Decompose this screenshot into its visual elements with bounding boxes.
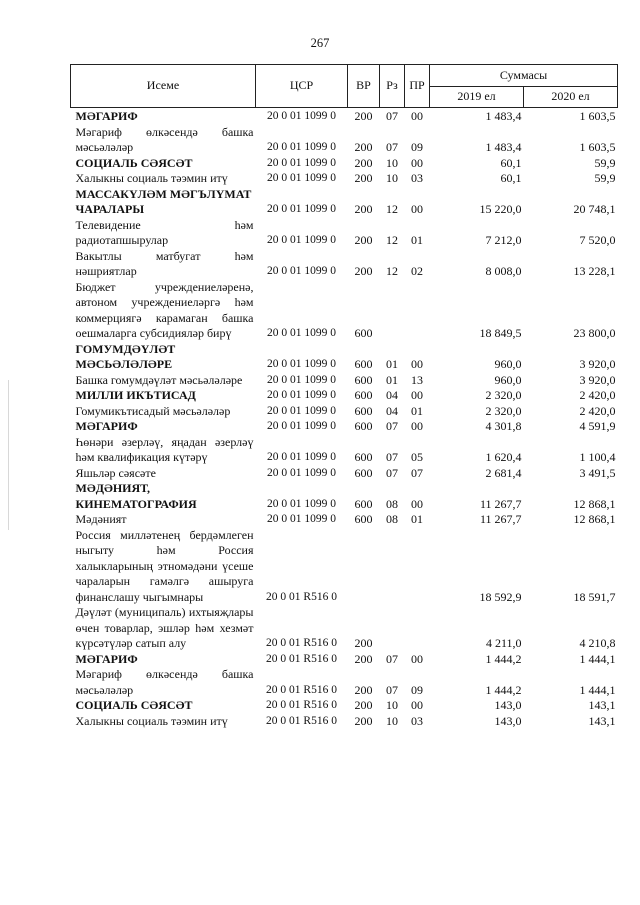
cell-y2020: 1 603,5: [579, 140, 616, 154]
cell-rz: 07: [386, 450, 398, 464]
cell-pr: 00: [411, 419, 423, 433]
cell-y2020: 143,1: [588, 713, 616, 728]
cell-pr: 02: [411, 264, 423, 278]
cell-y2019: 11 267,7: [479, 512, 522, 526]
cell-pr: 01: [411, 403, 423, 418]
cell-y2020: 2 420,0: [579, 403, 616, 418]
cell-rz: 08: [386, 496, 398, 511]
cell-pr: 05: [411, 450, 423, 464]
cell-csr: 20 0 01 1099 0: [267, 497, 336, 510]
cell-csr: 20 0 01 1099 0: [267, 110, 336, 122]
cell-vr: 600: [354, 403, 373, 418]
cell-rz: [380, 605, 405, 652]
cell-name: СОЦИАЛЬ СӘЯСӘТ: [75, 698, 193, 712]
cell-vr: 200: [354, 698, 373, 712]
cell-name: МИЛЛИ ИКЪТИСАД: [75, 388, 196, 402]
cell-csr: 20 0 01 1099 0: [267, 203, 336, 215]
cell-y2020: 23 800,0: [573, 326, 616, 340]
cell-pr: [405, 280, 430, 342]
cell-name: Һөнәри әзерләү, яңадан әзерләү һәм квалификация күтәрү: [75, 434, 254, 464]
cell-y2019: 18 849,5: [479, 326, 522, 340]
cell-vr: 600: [354, 372, 373, 387]
cell-y2020: 4 210,8: [579, 636, 616, 650]
page-number: 267: [310, 36, 330, 50]
cell-pr: 00: [411, 698, 423, 712]
cell-y2020: 59,9: [594, 155, 616, 170]
cell-y2019: 1 483,4: [485, 109, 522, 123]
table-row: [71, 698, 618, 714]
cell-csr: 20 0 01 1099 0: [267, 172, 336, 184]
cell-vr: [348, 528, 380, 606]
cell-y2019: 15 220,0: [479, 202, 522, 216]
cell-y2019: 18 592,9: [479, 589, 522, 604]
cell-y2020: 3 920,0: [579, 372, 616, 387]
cell-rz: 01: [386, 357, 398, 371]
cell-y2019: 1 444,2: [485, 682, 522, 697]
cell-pr: 00: [411, 202, 423, 216]
header-vr: ВР: [348, 65, 380, 108]
cell-csr: 20 0 01 1099 0: [267, 234, 336, 246]
cell-rz: 07: [386, 682, 398, 697]
cell-rz: 12: [386, 202, 398, 216]
cell-y2020: 1 603,5: [579, 109, 616, 123]
cell-y2020: 3 920,0: [579, 357, 616, 371]
cell-csr: 20 0 01 1099 0: [267, 420, 336, 432]
cell-name: МӘГАРИФ: [75, 419, 138, 433]
cell-name: Халыкны социаль тәэмин итү: [75, 713, 228, 728]
cell-name: Халыкны социаль тәэмин итү: [75, 171, 228, 185]
cell-pr: 00: [411, 496, 423, 511]
cell-name: Яшьләр сәясәте: [75, 465, 156, 480]
header-pr: ПР: [405, 65, 430, 108]
table-row: [71, 249, 618, 280]
cell-vr: 200: [354, 109, 373, 123]
cell-y2020: 12 868,1: [573, 496, 616, 511]
cell-y2019: 60,1: [500, 171, 522, 185]
cell-rz: 07: [386, 109, 398, 123]
table-row: [71, 481, 618, 512]
cell-y2020: 1 444,1: [579, 651, 616, 666]
cell-y2019: 60,1: [500, 155, 522, 170]
cell-y2020: 18 591,7: [573, 589, 616, 604]
cell-y2019: 2 320,0: [485, 388, 522, 402]
table-row: [71, 342, 618, 373]
cell-vr: 200: [354, 155, 373, 170]
cell-vr: 600: [354, 357, 373, 371]
cell-pr: 00: [411, 155, 423, 170]
cell-y2019: 2 320,0: [485, 403, 522, 418]
cell-y2020: 20 748,1: [573, 202, 616, 216]
table-row: [71, 512, 618, 528]
cell-rz: 07: [386, 651, 398, 666]
table-row: [71, 373, 618, 389]
cell-y2020: 143,1: [588, 698, 616, 712]
cell-vr: 200: [354, 651, 373, 666]
cell-rz: 01: [386, 372, 398, 387]
cell-pr: 00: [411, 651, 423, 666]
cell-rz: 07: [386, 140, 398, 154]
cell-rz: [380, 280, 405, 342]
cell-csr: 20 0 01 R516 0: [266, 652, 337, 665]
cell-rz: [380, 528, 405, 606]
cell-pr: [405, 605, 430, 652]
cell-y2020: 4 591,9: [579, 419, 616, 433]
cell-rz: 04: [386, 388, 398, 402]
cell-csr: 20 0 01 R516 0: [266, 699, 337, 711]
cell-y2020: 1 444,1: [579, 682, 616, 697]
cell-csr: 20 0 01 1099 0: [267, 389, 336, 401]
margin-line: [8, 380, 9, 530]
cell-pr: 00: [411, 357, 423, 371]
cell-csr: 20 0 01 1099 0: [267, 141, 336, 153]
cell-pr: 09: [411, 140, 423, 154]
cell-y2019: 143,0: [494, 698, 522, 712]
cell-name: Бюджет учреждениеләренә, автоном учреждениеләргә һәм коммерциягә карамаган башка оешмаларга субсидияләр бирү: [75, 279, 254, 340]
cell-vr: 200: [354, 264, 373, 278]
table-row: [71, 280, 618, 342]
cell-pr: 07: [411, 465, 423, 480]
header-year-2019: 2019 ел: [430, 87, 524, 108]
cell-y2019: 4 211,0: [485, 636, 522, 650]
cell-name: Гомумикътисадый мәсьәләләр: [75, 403, 231, 418]
cell-pr: 01: [411, 512, 423, 526]
cell-csr: 20 0 01 R516 0: [266, 637, 337, 649]
cell-name: МӘГАРИФ: [75, 651, 138, 666]
cell-vr: 600: [354, 450, 373, 464]
cell-rz: 10: [386, 698, 398, 712]
cell-vr: 200: [354, 682, 373, 697]
cell-name: Телевидение һәм радиотапшырулар: [75, 217, 254, 247]
header-name: Исеме: [71, 65, 256, 108]
cell-y2020: 7 520,0: [579, 233, 616, 247]
cell-vr: 200: [354, 140, 373, 154]
cell-name: Вакытлы матбугат һәм нәшриятлар: [75, 248, 254, 278]
table-row: [71, 667, 618, 698]
cell-y2019: 143,0: [494, 713, 522, 728]
cell-y2019: 960,0: [494, 372, 522, 387]
table-row: [71, 419, 618, 435]
cell-name: Дәүләт (муниципаль) ихтыяҗлары өчен товарлар, эшләр һәм хезмәт күрсәтүләр сатып алу: [75, 605, 254, 650]
header-csr: ЦСР: [256, 65, 348, 108]
table-row: [71, 187, 618, 218]
table-row: [71, 435, 618, 466]
cell-y2019: 1 483,4: [485, 140, 522, 154]
cell-rz: 08: [386, 512, 398, 526]
cell-y2020: 1 100,4: [579, 450, 616, 464]
cell-pr: 00: [411, 388, 423, 402]
cell-pr: [405, 528, 430, 606]
cell-y2019: 7 212,0: [485, 233, 522, 247]
cell-name: СОЦИАЛЬ СӘЯСӘТ: [75, 155, 193, 170]
cell-y2019: 1 620,4: [485, 450, 522, 464]
cell-csr: 20 0 01 1099 0: [267, 358, 336, 370]
cell-pr: 01: [411, 233, 423, 247]
cell-y2020: 12 868,1: [573, 512, 616, 526]
table-row: [71, 714, 618, 730]
cell-pr: 13: [411, 372, 423, 387]
table-row: [71, 388, 618, 404]
cell-rz: 07: [386, 465, 398, 480]
cell-csr: 20 0 01 1099 0: [267, 156, 336, 169]
cell-y2019: 4 301,8: [485, 419, 522, 433]
cell-y2019: 2 681,4: [485, 465, 522, 480]
table-row: [71, 171, 618, 187]
cell-vr: 600: [354, 388, 373, 402]
cell-y2019: 11 267,7: [479, 496, 522, 511]
table-row: [71, 108, 618, 125]
table-row: [71, 652, 618, 668]
cell-pr: 03: [411, 713, 423, 728]
cell-name: Мәдәният: [75, 512, 127, 526]
table-row: [71, 156, 618, 172]
cell-name: МӘГАРИФ: [75, 109, 138, 123]
cell-y2019: 8 008,0: [485, 264, 522, 278]
cell-vr: 200: [354, 171, 373, 185]
cell-y2020: 3 491,5: [579, 465, 616, 480]
cell-rz: 07: [386, 419, 398, 433]
cell-name: ГОМУМДӘҮЛӘТ МӘСЬӘЛӘЛӘРЕ: [75, 341, 176, 371]
cell-rz: 10: [386, 713, 398, 728]
header-sums: Суммасы: [430, 65, 618, 87]
table-row: [71, 605, 618, 652]
cell-csr: 20 0 01 R516 0: [266, 590, 337, 603]
cell-rz: 12: [386, 233, 398, 247]
cell-name: МАССАКҮЛӘМ МӘГЪЛҮМАТ ЧАРАЛАРЫ: [75, 186, 252, 216]
cell-pr: 03: [411, 171, 423, 185]
cell-csr: 20 0 01 1099 0: [267, 466, 336, 479]
table-row: [71, 404, 618, 420]
cell-csr: 20 0 01 R516 0: [266, 683, 337, 696]
cell-y2020: 2 420,0: [579, 388, 616, 402]
cell-vr: 200: [354, 636, 373, 650]
table-row: [71, 466, 618, 482]
cell-vr: 200: [354, 713, 373, 728]
cell-csr: 20 0 01 1099 0: [267, 373, 336, 386]
table-row: [71, 528, 618, 606]
cell-rz: 04: [386, 403, 398, 418]
cell-vr: 200: [354, 233, 373, 247]
cell-vr: 200: [354, 202, 373, 216]
cell-y2019: 960,0: [494, 357, 522, 371]
table-body: [71, 108, 618, 730]
cell-csr: 20 0 01 1099 0: [267, 265, 336, 277]
table-row: [71, 218, 618, 249]
cell-name: Мәгариф өлкәсендә башка мәсьәләләр: [75, 667, 254, 697]
cell-csr: 20 0 01 1099 0: [267, 327, 336, 339]
cell-csr: 20 0 01 R516 0: [266, 714, 337, 727]
cell-rz: 10: [386, 155, 398, 170]
table-header: [71, 65, 618, 108]
header-year-2020: 2020 ел: [524, 87, 618, 108]
cell-name: МӘДӘНИЯТ, КИНЕМАТОГРАФИЯ: [75, 481, 197, 511]
cell-vr: 600: [354, 419, 373, 433]
cell-vr: 600: [354, 512, 373, 526]
cell-name: Башка гомумдәүләт мәсьәләләре: [75, 372, 243, 387]
cell-pr: 09: [411, 682, 423, 697]
cell-csr: 20 0 01 1099 0: [267, 513, 336, 525]
cell-y2020: 59,9: [594, 171, 616, 185]
header-rz: Рз: [380, 65, 405, 108]
cell-pr: 00: [411, 109, 423, 123]
budget-table: [70, 64, 618, 729]
cell-rz: 12: [386, 264, 398, 278]
cell-y2020: 13 228,1: [573, 264, 616, 278]
table-row: [71, 125, 618, 156]
cell-vr: 600: [354, 465, 373, 480]
cell-name: Россия милләтенең бердәмлеген ныгыту һәм Россия халыкларының этномәдәни үсеше чараларын гамәлгә ашыруга финанслашу чыгымнары: [75, 527, 254, 604]
cell-vr: 600: [354, 326, 373, 340]
cell-y2019: 1 444,2: [485, 651, 522, 666]
cell-rz: 10: [386, 171, 398, 185]
cell-name: Мәгариф өлкәсендә башка мәсьәләләр: [75, 124, 254, 154]
cell-vr: 600: [354, 496, 373, 511]
cell-csr: 20 0 01 1099 0: [267, 404, 336, 417]
cell-csr: 20 0 01 1099 0: [267, 451, 336, 463]
